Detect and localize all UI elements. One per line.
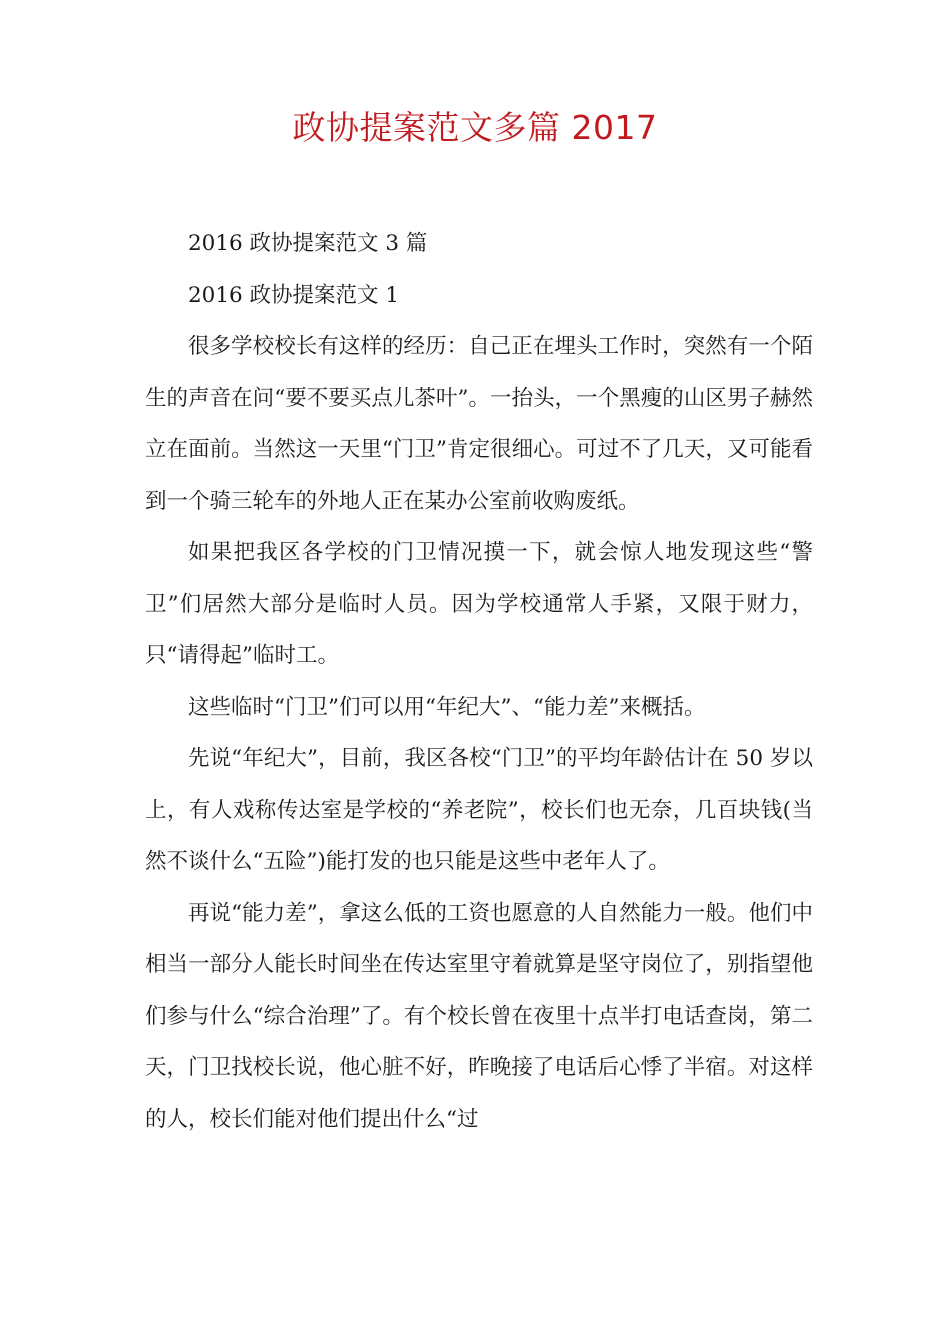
paragraph: 2016 政协提案范文 1 [188,282,400,308]
paragraph: 如果把我区各学校的门卫情况摸一下，就会惊人地发现这些“警卫”们居然大部分是临时人员。因为学校通常人手紧，又限于财力，只“请得起”临时工。 [145,540,813,668]
document-body [145,218,813,1145]
paragraph: 先说“年纪大”，目前，我区各校“门卫”的平均年龄估计在 50 岁以上，有人戏称传达室是学校的“养老院”，校长们也无奈，几百块钱(当然不谈什么“五险”)能打发的也只能是这些中老年人了。 [145,746,813,874]
document-title: 政协提案范文多篇 2017 [292,108,658,147]
paragraph: 这些临时“门卫”们可以用“年纪大”、“能力差”来概括。 [188,694,706,720]
paragraph: 再说“能力差”，拿这么低的工资也愿意的人自然能力一般。他们中相当一部分人能长时间坐在传达室里守着就算是坚守岗位了，别指望他们参与什么“综合治理”了。有个校长曾在夜里十点半打电话查岗，第二天，门卫找校长说，他心脏不好，昨晚接了电话后心悸了半宿。对这样的人，校长们能对他们提出什么“过 [145,900,813,1132]
paragraph: 很多学校校长有这样的经历：自己正在埋头工作时，突然有一个陌生的声音在问“要不要买点儿茶叶”。一抬头，一个黑瘦的山区男子赫然立在面前。当然这一天里“门卫”肯定很细心。可过不了几天，又可能看到一个骑三轮车的外地人正在某办公室前收购废纸。 [145,334,813,514]
paragraph: 2016 政协提案范文 3 篇 [188,231,428,256]
